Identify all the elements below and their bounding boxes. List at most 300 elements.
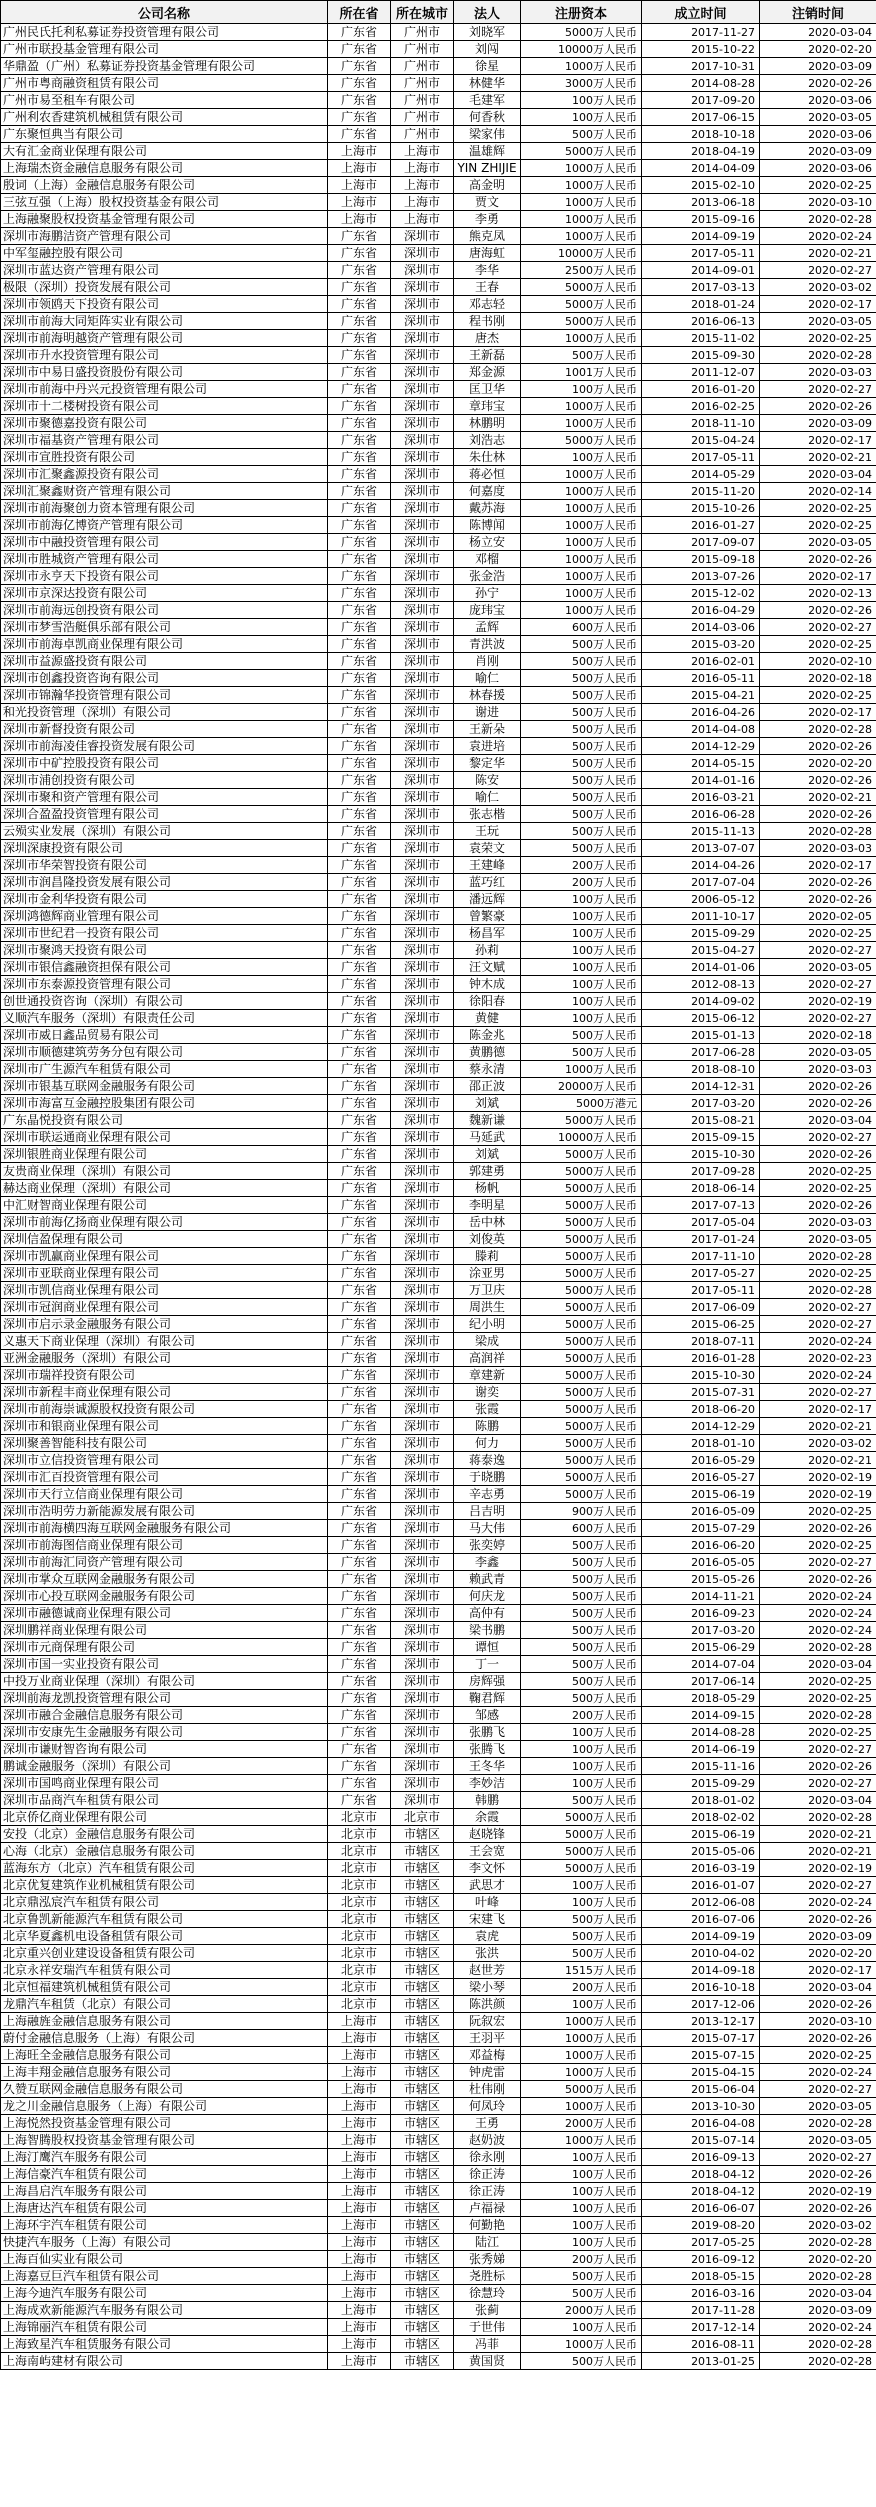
table-row[interactable] — [1, 1911, 876, 1928]
cell-province[interactable]: 北京市 — [328, 1928, 391, 1945]
cell-legal-rep[interactable]: 熊克凤 — [454, 228, 521, 245]
cell-cancelled-date[interactable]: 2020-03-05 — [760, 1044, 876, 1061]
table-row[interactable] — [1, 228, 876, 245]
cell-established-date[interactable]: 2014-04-09 — [642, 160, 760, 177]
cell-cancelled-date[interactable]: 2020-03-05 — [760, 2098, 876, 2115]
cell-registered-capital[interactable]: 500万人民币 — [521, 806, 642, 823]
cell-cancelled-date[interactable]: 2020-03-04 — [760, 2285, 876, 2302]
cell-cancelled-date[interactable]: 2020-02-26 — [760, 1078, 876, 1095]
cell-province[interactable]: 广东省 — [328, 1316, 391, 1333]
table-row[interactable] — [1, 1639, 876, 1656]
cell-city[interactable]: 深圳市 — [391, 942, 454, 959]
table-row[interactable] — [1, 2336, 876, 2353]
table-row[interactable] — [1, 1894, 876, 1911]
cell-established-date[interactable]: 2017-05-27 — [642, 1265, 760, 1282]
cell-registered-capital[interactable]: 1000万人民币 — [521, 194, 642, 211]
cell-legal-rep[interactable]: 周洪生 — [454, 1299, 521, 1316]
cell-established-date[interactable]: 2018-10-18 — [642, 126, 760, 143]
cell-registered-capital[interactable]: 5000万人民币 — [521, 1452, 642, 1469]
cell-legal-rep[interactable]: 张秀娣 — [454, 2251, 521, 2268]
cell-cancelled-date[interactable]: 2020-02-21 — [760, 1843, 876, 1860]
cell-established-date[interactable]: 2016-09-12 — [642, 2251, 760, 2268]
cell-cancelled-date[interactable]: 2020-02-20 — [760, 755, 876, 772]
cell-cancelled-date[interactable]: 2020-02-24 — [760, 2064, 876, 2081]
table-row[interactable] — [1, 874, 876, 891]
cell-city[interactable]: 深圳市 — [391, 347, 454, 364]
cell-established-date[interactable]: 2015-04-24 — [642, 432, 760, 449]
cell-legal-rep[interactable]: 马延武 — [454, 1129, 521, 1146]
cell-legal-rep[interactable]: 李鑫 — [454, 1554, 521, 1571]
cell-registered-capital[interactable]: 500万人民币 — [521, 1537, 642, 1554]
cell-established-date[interactable]: 2016-10-18 — [642, 1979, 760, 1996]
cell-established-date[interactable]: 2014-06-19 — [642, 1741, 760, 1758]
cell-registered-capital[interactable]: 5000万人民币 — [521, 1384, 642, 1401]
cell-company-name[interactable]: 上海环宇汽车租赁有限公司 — [1, 2217, 328, 2234]
cell-province[interactable]: 上海市 — [328, 2047, 391, 2064]
cell-established-date[interactable]: 2017-11-27 — [642, 24, 760, 41]
cell-registered-capital[interactable]: 5000万人民币 — [521, 1469, 642, 1486]
cell-company-name[interactable]: 北京优复建筑作业机械租赁有限公司 — [1, 1877, 328, 1894]
cell-registered-capital[interactable]: 100万人民币 — [521, 908, 642, 925]
table-row[interactable] — [1, 1877, 876, 1894]
cell-province[interactable]: 上海市 — [328, 2149, 391, 2166]
cell-city[interactable]: 深圳市 — [391, 1044, 454, 1061]
cell-city[interactable]: 深圳市 — [391, 1401, 454, 1418]
cell-province[interactable]: 广东省 — [328, 1146, 391, 1163]
cell-cancelled-date[interactable]: 2020-02-13 — [760, 585, 876, 602]
cell-legal-rep[interactable]: 赵晓锋 — [454, 1826, 521, 1843]
cell-cancelled-date[interactable]: 2020-02-28 — [760, 347, 876, 364]
cell-established-date[interactable]: 2014-09-15 — [642, 1707, 760, 1724]
cell-registered-capital[interactable]: 5000万人民币 — [521, 1350, 642, 1367]
cell-company-name[interactable]: 蔚付金融信息服务（上海）有限公司 — [1, 2030, 328, 2047]
cell-city[interactable]: 深圳市 — [391, 517, 454, 534]
cell-province[interactable]: 广东省 — [328, 1469, 391, 1486]
cell-established-date[interactable]: 2017-10-31 — [642, 58, 760, 75]
table-row[interactable] — [1, 1860, 876, 1877]
cell-company-name[interactable]: 深圳市和银商业保理有限公司 — [1, 1418, 328, 1435]
cell-cancelled-date[interactable]: 2020-03-03 — [760, 1061, 876, 1078]
cell-city[interactable]: 深圳市 — [391, 1571, 454, 1588]
cell-cancelled-date[interactable]: 2020-02-24 — [760, 2319, 876, 2336]
cell-company-name[interactable]: 上海致星汽车租赁服务有限公司 — [1, 2336, 328, 2353]
cell-province[interactable]: 广东省 — [328, 976, 391, 993]
cell-city[interactable]: 市辖区 — [391, 1826, 454, 1843]
cell-province[interactable]: 广东省 — [328, 1656, 391, 1673]
cell-city[interactable]: 深圳市 — [391, 1078, 454, 1095]
cell-province[interactable]: 广东省 — [328, 1180, 391, 1197]
cell-registered-capital[interactable]: 500万人民币 — [521, 772, 642, 789]
table-row[interactable] — [1, 653, 876, 670]
cell-city[interactable]: 深圳市 — [391, 568, 454, 585]
cell-established-date[interactable]: 2016-05-09 — [642, 1503, 760, 1520]
cell-company-name[interactable]: 北京恒福建筑机械租赁有限公司 — [1, 1979, 328, 1996]
cell-legal-rep[interactable]: 徐正涛 — [454, 2183, 521, 2200]
cell-city[interactable]: 深圳市 — [391, 1180, 454, 1197]
cell-company-name[interactable]: 深圳市凯赢商业保理有限公司 — [1, 1248, 328, 1265]
cell-province[interactable]: 广东省 — [328, 738, 391, 755]
cell-cancelled-date[interactable]: 2020-02-25 — [760, 1537, 876, 1554]
cell-company-name[interactable]: 深圳市国鸣商业保理有限公司 — [1, 1775, 328, 1792]
table-row[interactable] — [1, 976, 876, 993]
cell-established-date[interactable]: 2014-03-06 — [642, 619, 760, 636]
cell-cancelled-date[interactable]: 2020-02-25 — [760, 330, 876, 347]
cell-legal-rep[interactable]: 赵奶波 — [454, 2132, 521, 2149]
cell-company-name[interactable]: 深圳市锦瀚华投资管理有限公司 — [1, 687, 328, 704]
cell-legal-rep[interactable]: 郭建勇 — [454, 1163, 521, 1180]
cell-city[interactable]: 市辖区 — [391, 2132, 454, 2149]
table-row[interactable] — [1, 126, 876, 143]
table-row[interactable] — [1, 755, 876, 772]
cell-company-name[interactable]: 三弦互强（上海）股权投资基金有限公司 — [1, 194, 328, 211]
cell-company-name[interactable]: 深圳市梦雪浩艇俱乐部有限公司 — [1, 619, 328, 636]
cell-city[interactable]: 深圳市 — [391, 1231, 454, 1248]
cell-established-date[interactable]: 2015-09-15 — [642, 1129, 760, 1146]
cell-company-name[interactable]: 深圳深康投资有限公司 — [1, 840, 328, 857]
table-row[interactable] — [1, 449, 876, 466]
cell-legal-rep[interactable]: 谢进 — [454, 704, 521, 721]
cell-company-name[interactable]: 深圳市聚和资产管理有限公司 — [1, 789, 328, 806]
cell-company-name[interactable]: 殷词（上海）金融信息服务有限公司 — [1, 177, 328, 194]
cell-city[interactable]: 深圳市 — [391, 483, 454, 500]
cell-registered-capital[interactable]: 1000万人民币 — [521, 177, 642, 194]
table-row[interactable] — [1, 2115, 876, 2132]
cell-registered-capital[interactable]: 500万人民币 — [521, 755, 642, 772]
cell-province[interactable]: 上海市 — [328, 177, 391, 194]
cell-city[interactable]: 深圳市 — [391, 976, 454, 993]
cell-cancelled-date[interactable]: 2020-02-28 — [760, 823, 876, 840]
cell-cancelled-date[interactable]: 2020-02-28 — [760, 2115, 876, 2132]
cell-registered-capital[interactable]: 1000万人民币 — [521, 2030, 642, 2047]
cell-company-name[interactable]: 快捷汽车服务（上海）有限公司 — [1, 2234, 328, 2251]
cell-registered-capital[interactable]: 5000万人民币 — [521, 1401, 642, 1418]
cell-legal-rep[interactable]: 陈金兆 — [454, 1027, 521, 1044]
table-row[interactable] — [1, 2319, 876, 2336]
cell-legal-rep[interactable]: 林健华 — [454, 75, 521, 92]
table-row[interactable] — [1, 330, 876, 347]
cell-company-name[interactable]: 深圳市银信鑫融资担保有限公司 — [1, 959, 328, 976]
cell-cancelled-date[interactable]: 2020-02-24 — [760, 1605, 876, 1622]
cell-established-date[interactable]: 2016-04-08 — [642, 2115, 760, 2132]
cell-company-name[interactable]: 深圳市聚鸿天投资有限公司 — [1, 942, 328, 959]
cell-city[interactable]: 深圳市 — [391, 704, 454, 721]
cell-city[interactable]: 深圳市 — [391, 721, 454, 738]
cell-city[interactable]: 深圳市 — [391, 891, 454, 908]
cell-established-date[interactable]: 2015-02-10 — [642, 177, 760, 194]
table-row[interactable] — [1, 432, 876, 449]
cell-legal-rep[interactable]: 李明星 — [454, 1197, 521, 1214]
cell-province[interactable]: 广东省 — [328, 1673, 391, 1690]
cell-province[interactable]: 广东省 — [328, 874, 391, 891]
cell-province[interactable]: 广东省 — [328, 1112, 391, 1129]
cell-established-date[interactable]: 2016-05-27 — [642, 1469, 760, 1486]
cell-legal-rep[interactable]: 蒋必恒 — [454, 466, 521, 483]
cell-city[interactable]: 深圳市 — [391, 1197, 454, 1214]
cell-legal-rep[interactable]: 谢奕 — [454, 1384, 521, 1401]
cell-company-name[interactable]: 赫达商业保理（深圳）有限公司 — [1, 1180, 328, 1197]
cell-established-date[interactable]: 2015-07-29 — [642, 1520, 760, 1537]
cell-city[interactable]: 深圳市 — [391, 262, 454, 279]
cell-cancelled-date[interactable]: 2020-02-28 — [760, 721, 876, 738]
cell-company-name[interactable]: 深圳市威日鑫品贸易有限公司 — [1, 1027, 328, 1044]
cell-legal-rep[interactable]: 王会宽 — [454, 1843, 521, 1860]
cell-city[interactable]: 深圳市 — [391, 1758, 454, 1775]
cell-province[interactable]: 广东省 — [328, 1384, 391, 1401]
cell-registered-capital[interactable]: 1000万人民币 — [521, 415, 642, 432]
cell-city[interactable]: 广州市 — [391, 58, 454, 75]
table-row[interactable] — [1, 2217, 876, 2234]
cell-registered-capital[interactable]: 100万人民币 — [521, 381, 642, 398]
table-row[interactable] — [1, 58, 876, 75]
cell-province[interactable]: 广东省 — [328, 466, 391, 483]
header-cancelled-date[interactable]: 注销时间 — [760, 1, 876, 24]
cell-legal-rep[interactable]: 蓝巧红 — [454, 874, 521, 891]
cell-cancelled-date[interactable]: 2020-02-25 — [760, 1690, 876, 1707]
cell-city[interactable]: 上海市 — [391, 194, 454, 211]
cell-legal-rep[interactable]: 陆江 — [454, 2234, 521, 2251]
cell-established-date[interactable]: 2014-01-16 — [642, 772, 760, 789]
cell-company-name[interactable]: 深圳市前海横四海互联网金融服务有限公司 — [1, 1520, 328, 1537]
cell-registered-capital[interactable]: 500万人民币 — [521, 2285, 642, 2302]
cell-company-name[interactable]: 上海瑞杰资金融信息服务有限公司 — [1, 160, 328, 177]
cell-established-date[interactable]: 2015-09-18 — [642, 551, 760, 568]
cell-legal-rep[interactable]: 孙宁 — [454, 585, 521, 602]
cell-province[interactable]: 上海市 — [328, 194, 391, 211]
cell-legal-rep[interactable]: 卢福禄 — [454, 2200, 521, 2217]
cell-province[interactable]: 广东省 — [328, 313, 391, 330]
cell-legal-rep[interactable]: 朱仕林 — [454, 449, 521, 466]
table-row[interactable] — [1, 364, 876, 381]
cell-established-date[interactable]: 2014-05-29 — [642, 466, 760, 483]
table-row[interactable] — [1, 313, 876, 330]
cell-established-date[interactable]: 2016-04-26 — [642, 704, 760, 721]
cell-established-date[interactable]: 2018-07-11 — [642, 1333, 760, 1350]
cell-city[interactable]: 广州市 — [391, 92, 454, 109]
cell-cancelled-date[interactable]: 2020-02-17 — [760, 857, 876, 874]
cell-company-name[interactable]: 上海悦然投资基金管理有限公司 — [1, 2115, 328, 2132]
cell-cancelled-date[interactable]: 2020-02-26 — [760, 1146, 876, 1163]
cell-registered-capital[interactable]: 5000万人民币 — [521, 1248, 642, 1265]
cell-company-name[interactable]: 深圳市前海亿扬商业保理有限公司 — [1, 1214, 328, 1231]
cell-established-date[interactable]: 2015-01-13 — [642, 1027, 760, 1044]
cell-cancelled-date[interactable]: 2020-02-27 — [760, 1316, 876, 1333]
cell-registered-capital[interactable]: 5000万人民币 — [521, 1860, 642, 1877]
cell-company-name[interactable]: 深圳市联运通商业保理有限公司 — [1, 1129, 328, 1146]
cell-established-date[interactable]: 2015-09-16 — [642, 211, 760, 228]
cell-cancelled-date[interactable]: 2020-03-02 — [760, 1435, 876, 1452]
table-row[interactable] — [1, 1078, 876, 1095]
cell-province[interactable]: 广东省 — [328, 823, 391, 840]
cell-registered-capital[interactable]: 100万人民币 — [521, 942, 642, 959]
cell-established-date[interactable]: 2018-05-29 — [642, 1690, 760, 1707]
cell-cancelled-date[interactable]: 2020-02-21 — [760, 1452, 876, 1469]
cell-registered-capital[interactable]: 500万人民币 — [521, 653, 642, 670]
cell-city[interactable]: 深圳市 — [391, 1010, 454, 1027]
cell-established-date[interactable]: 2016-02-01 — [642, 653, 760, 670]
cell-cancelled-date[interactable]: 2020-02-25 — [760, 2047, 876, 2064]
cell-legal-rep[interactable]: 张志楷 — [454, 806, 521, 823]
table-row[interactable] — [1, 1979, 876, 1996]
cell-province[interactable]: 广东省 — [328, 959, 391, 976]
cell-registered-capital[interactable]: 5000万人民币 — [521, 1299, 642, 1316]
cell-city[interactable]: 市辖区 — [391, 2098, 454, 2115]
cell-company-name[interactable]: 深圳市前海亿博资产管理有限公司 — [1, 517, 328, 534]
table-row[interactable] — [1, 347, 876, 364]
cell-legal-rep[interactable]: 韩鹏 — [454, 1792, 521, 1809]
cell-province[interactable]: 广东省 — [328, 449, 391, 466]
cell-province[interactable]: 广东省 — [328, 1010, 391, 1027]
cell-legal-rep[interactable]: 冯菲 — [454, 2336, 521, 2353]
cell-company-name[interactable]: 深圳市前海卓凯商业保理有限公司 — [1, 636, 328, 653]
cell-registered-capital[interactable]: 2000万人民币 — [521, 2302, 642, 2319]
cell-city[interactable]: 市辖区 — [391, 1996, 454, 2013]
table-row[interactable] — [1, 1605, 876, 1622]
cell-established-date[interactable]: 2013-07-07 — [642, 840, 760, 857]
cell-company-name[interactable]: 深圳市浦创投资有限公司 — [1, 772, 328, 789]
cell-company-name[interactable]: 深圳聚善智能科技有限公司 — [1, 1435, 328, 1452]
cell-legal-rep[interactable]: 李文怀 — [454, 1860, 521, 1877]
cell-province[interactable]: 广东省 — [328, 109, 391, 126]
cell-established-date[interactable]: 2017-09-28 — [642, 1163, 760, 1180]
cell-registered-capital[interactable]: 500万人民币 — [521, 670, 642, 687]
cell-established-date[interactable]: 2014-09-01 — [642, 262, 760, 279]
table-row[interactable] — [1, 2098, 876, 2115]
cell-registered-capital[interactable]: 100万人民币 — [521, 2166, 642, 2183]
cell-city[interactable]: 深圳市 — [391, 619, 454, 636]
cell-province[interactable]: 上海市 — [328, 160, 391, 177]
cell-registered-capital[interactable]: 1000万人民币 — [521, 160, 642, 177]
cell-registered-capital[interactable]: 1000万人民币 — [521, 602, 642, 619]
table-row[interactable] — [1, 279, 876, 296]
table-row[interactable] — [1, 1146, 876, 1163]
cell-legal-rep[interactable]: 徐慧玲 — [454, 2285, 521, 2302]
cell-city[interactable]: 深圳市 — [391, 1486, 454, 1503]
cell-cancelled-date[interactable]: 2020-02-24 — [760, 1894, 876, 1911]
cell-legal-rep[interactable]: 杨帆 — [454, 1180, 521, 1197]
cell-city[interactable]: 市辖区 — [391, 2081, 454, 2098]
cell-registered-capital[interactable]: 5000万人民币 — [521, 1146, 642, 1163]
cell-registered-capital[interactable]: 10000万人民币 — [521, 245, 642, 262]
cell-established-date[interactable]: 2015-09-29 — [642, 925, 760, 942]
cell-province[interactable]: 广东省 — [328, 1707, 391, 1724]
cell-registered-capital[interactable]: 500万人民币 — [521, 126, 642, 143]
table-row[interactable] — [1, 1945, 876, 1962]
cell-company-name[interactable]: 极限（深圳）投资发展有限公司 — [1, 279, 328, 296]
cell-cancelled-date[interactable]: 2020-02-20 — [760, 1945, 876, 1962]
cell-established-date[interactable]: 2014-09-19 — [642, 228, 760, 245]
cell-cancelled-date[interactable]: 2020-02-17 — [760, 1962, 876, 1979]
cell-legal-rep[interactable]: 钟木成 — [454, 976, 521, 993]
table-row[interactable] — [1, 1486, 876, 1503]
cell-cancelled-date[interactable]: 2020-03-09 — [760, 415, 876, 432]
cell-cancelled-date[interactable]: 2020-02-25 — [760, 687, 876, 704]
table-row[interactable] — [1, 1333, 876, 1350]
cell-province[interactable]: 广东省 — [328, 24, 391, 41]
cell-city[interactable]: 深圳市 — [391, 874, 454, 891]
cell-city[interactable]: 深圳市 — [391, 1350, 454, 1367]
cell-city[interactable]: 深圳市 — [391, 1503, 454, 1520]
cell-company-name[interactable]: 北京永祥安瑞汽车租赁有限公司 — [1, 1962, 328, 1979]
cell-province[interactable]: 上海市 — [328, 2302, 391, 2319]
cell-city[interactable]: 市辖区 — [391, 1962, 454, 1979]
cell-city[interactable]: 深圳市 — [391, 1146, 454, 1163]
cell-city[interactable]: 深圳市 — [391, 1588, 454, 1605]
cell-registered-capital[interactable]: 5000万人民币 — [521, 1418, 642, 1435]
cell-company-name[interactable]: 深圳前海龙凯投资管理有限公司 — [1, 1690, 328, 1707]
cell-legal-rep[interactable]: 武思才 — [454, 1877, 521, 1894]
cell-established-date[interactable]: 2015-12-02 — [642, 585, 760, 602]
cell-company-name[interactable]: 上海南屿建材有限公司 — [1, 2353, 328, 2370]
cell-province[interactable]: 广东省 — [328, 1248, 391, 1265]
cell-legal-rep[interactable]: 蒋泰逸 — [454, 1452, 521, 1469]
cell-cancelled-date[interactable]: 2020-02-27 — [760, 381, 876, 398]
cell-city[interactable]: 深圳市 — [391, 772, 454, 789]
cell-legal-rep[interactable]: 房辉强 — [454, 1673, 521, 1690]
cell-legal-rep[interactable]: 尧胜标 — [454, 2268, 521, 2285]
cell-established-date[interactable]: 2013-10-30 — [642, 2098, 760, 2115]
cell-company-name[interactable]: 深圳市元商保理有限公司 — [1, 1639, 328, 1656]
table-row[interactable] — [1, 942, 876, 959]
cell-established-date[interactable]: 2017-05-11 — [642, 1282, 760, 1299]
cell-city[interactable]: 深圳市 — [391, 1656, 454, 1673]
cell-registered-capital[interactable]: 5000万人民币 — [521, 24, 642, 41]
table-row[interactable] — [1, 1673, 876, 1690]
cell-company-name[interactable]: 亚洲金融服务（深圳）有限公司 — [1, 1350, 328, 1367]
table-row[interactable] — [1, 1503, 876, 1520]
cell-legal-rep[interactable]: 马大伟 — [454, 1520, 521, 1537]
cell-company-name[interactable]: 北京鼎泓宸汽车租赁有限公司 — [1, 1894, 328, 1911]
cell-cancelled-date[interactable]: 2020-03-06 — [760, 160, 876, 177]
cell-established-date[interactable]: 2011-10-17 — [642, 908, 760, 925]
cell-city[interactable]: 市辖区 — [391, 2115, 454, 2132]
cell-cancelled-date[interactable]: 2020-03-03 — [760, 840, 876, 857]
cell-province[interactable]: 广东省 — [328, 1095, 391, 1112]
cell-cancelled-date[interactable]: 2020-02-27 — [760, 1554, 876, 1571]
cell-established-date[interactable]: 2014-12-29 — [642, 1418, 760, 1435]
cell-province[interactable]: 广东省 — [328, 942, 391, 959]
table-row[interactable] — [1, 1571, 876, 1588]
table-row[interactable] — [1, 1826, 876, 1843]
cell-established-date[interactable]: 2017-06-15 — [642, 109, 760, 126]
cell-registered-capital[interactable]: 1000万人民币 — [521, 2047, 642, 2064]
cell-registered-capital[interactable]: 1000万人民币 — [521, 534, 642, 551]
cell-legal-rep[interactable]: 徐星 — [454, 58, 521, 75]
cell-registered-capital[interactable]: 500万人民币 — [521, 1044, 642, 1061]
cell-registered-capital[interactable]: 200万人民币 — [521, 2251, 642, 2268]
cell-cancelled-date[interactable]: 2020-02-27 — [760, 942, 876, 959]
cell-city[interactable]: 市辖区 — [391, 1843, 454, 1860]
cell-company-name[interactable]: 深圳市融合金融信息服务有限公司 — [1, 1707, 328, 1724]
cell-registered-capital[interactable]: 1000万人民币 — [521, 58, 642, 75]
cell-established-date[interactable]: 2017-05-11 — [642, 449, 760, 466]
cell-registered-capital[interactable]: 100万人民币 — [521, 1724, 642, 1741]
cell-registered-capital[interactable]: 5000万人民币 — [521, 1112, 642, 1129]
cell-legal-rep[interactable]: 唐杰 — [454, 330, 521, 347]
table-row[interactable] — [1, 1622, 876, 1639]
cell-province[interactable]: 广东省 — [328, 1401, 391, 1418]
cell-established-date[interactable]: 2014-12-31 — [642, 1078, 760, 1095]
cell-established-date[interactable]: 2013-01-25 — [642, 2353, 760, 2370]
cell-established-date[interactable]: 2017-09-20 — [642, 92, 760, 109]
cell-company-name[interactable]: 深圳市东泰源投资管理有限公司 — [1, 976, 328, 993]
cell-province[interactable]: 北京市 — [328, 1945, 391, 1962]
cell-city[interactable]: 市辖区 — [391, 2217, 454, 2234]
cell-province[interactable]: 北京市 — [328, 1979, 391, 1996]
cell-province[interactable]: 广东省 — [328, 1486, 391, 1503]
cell-province[interactable]: 广东省 — [328, 1639, 391, 1656]
cell-city[interactable]: 市辖区 — [391, 2285, 454, 2302]
cell-city[interactable]: 市辖区 — [391, 2234, 454, 2251]
